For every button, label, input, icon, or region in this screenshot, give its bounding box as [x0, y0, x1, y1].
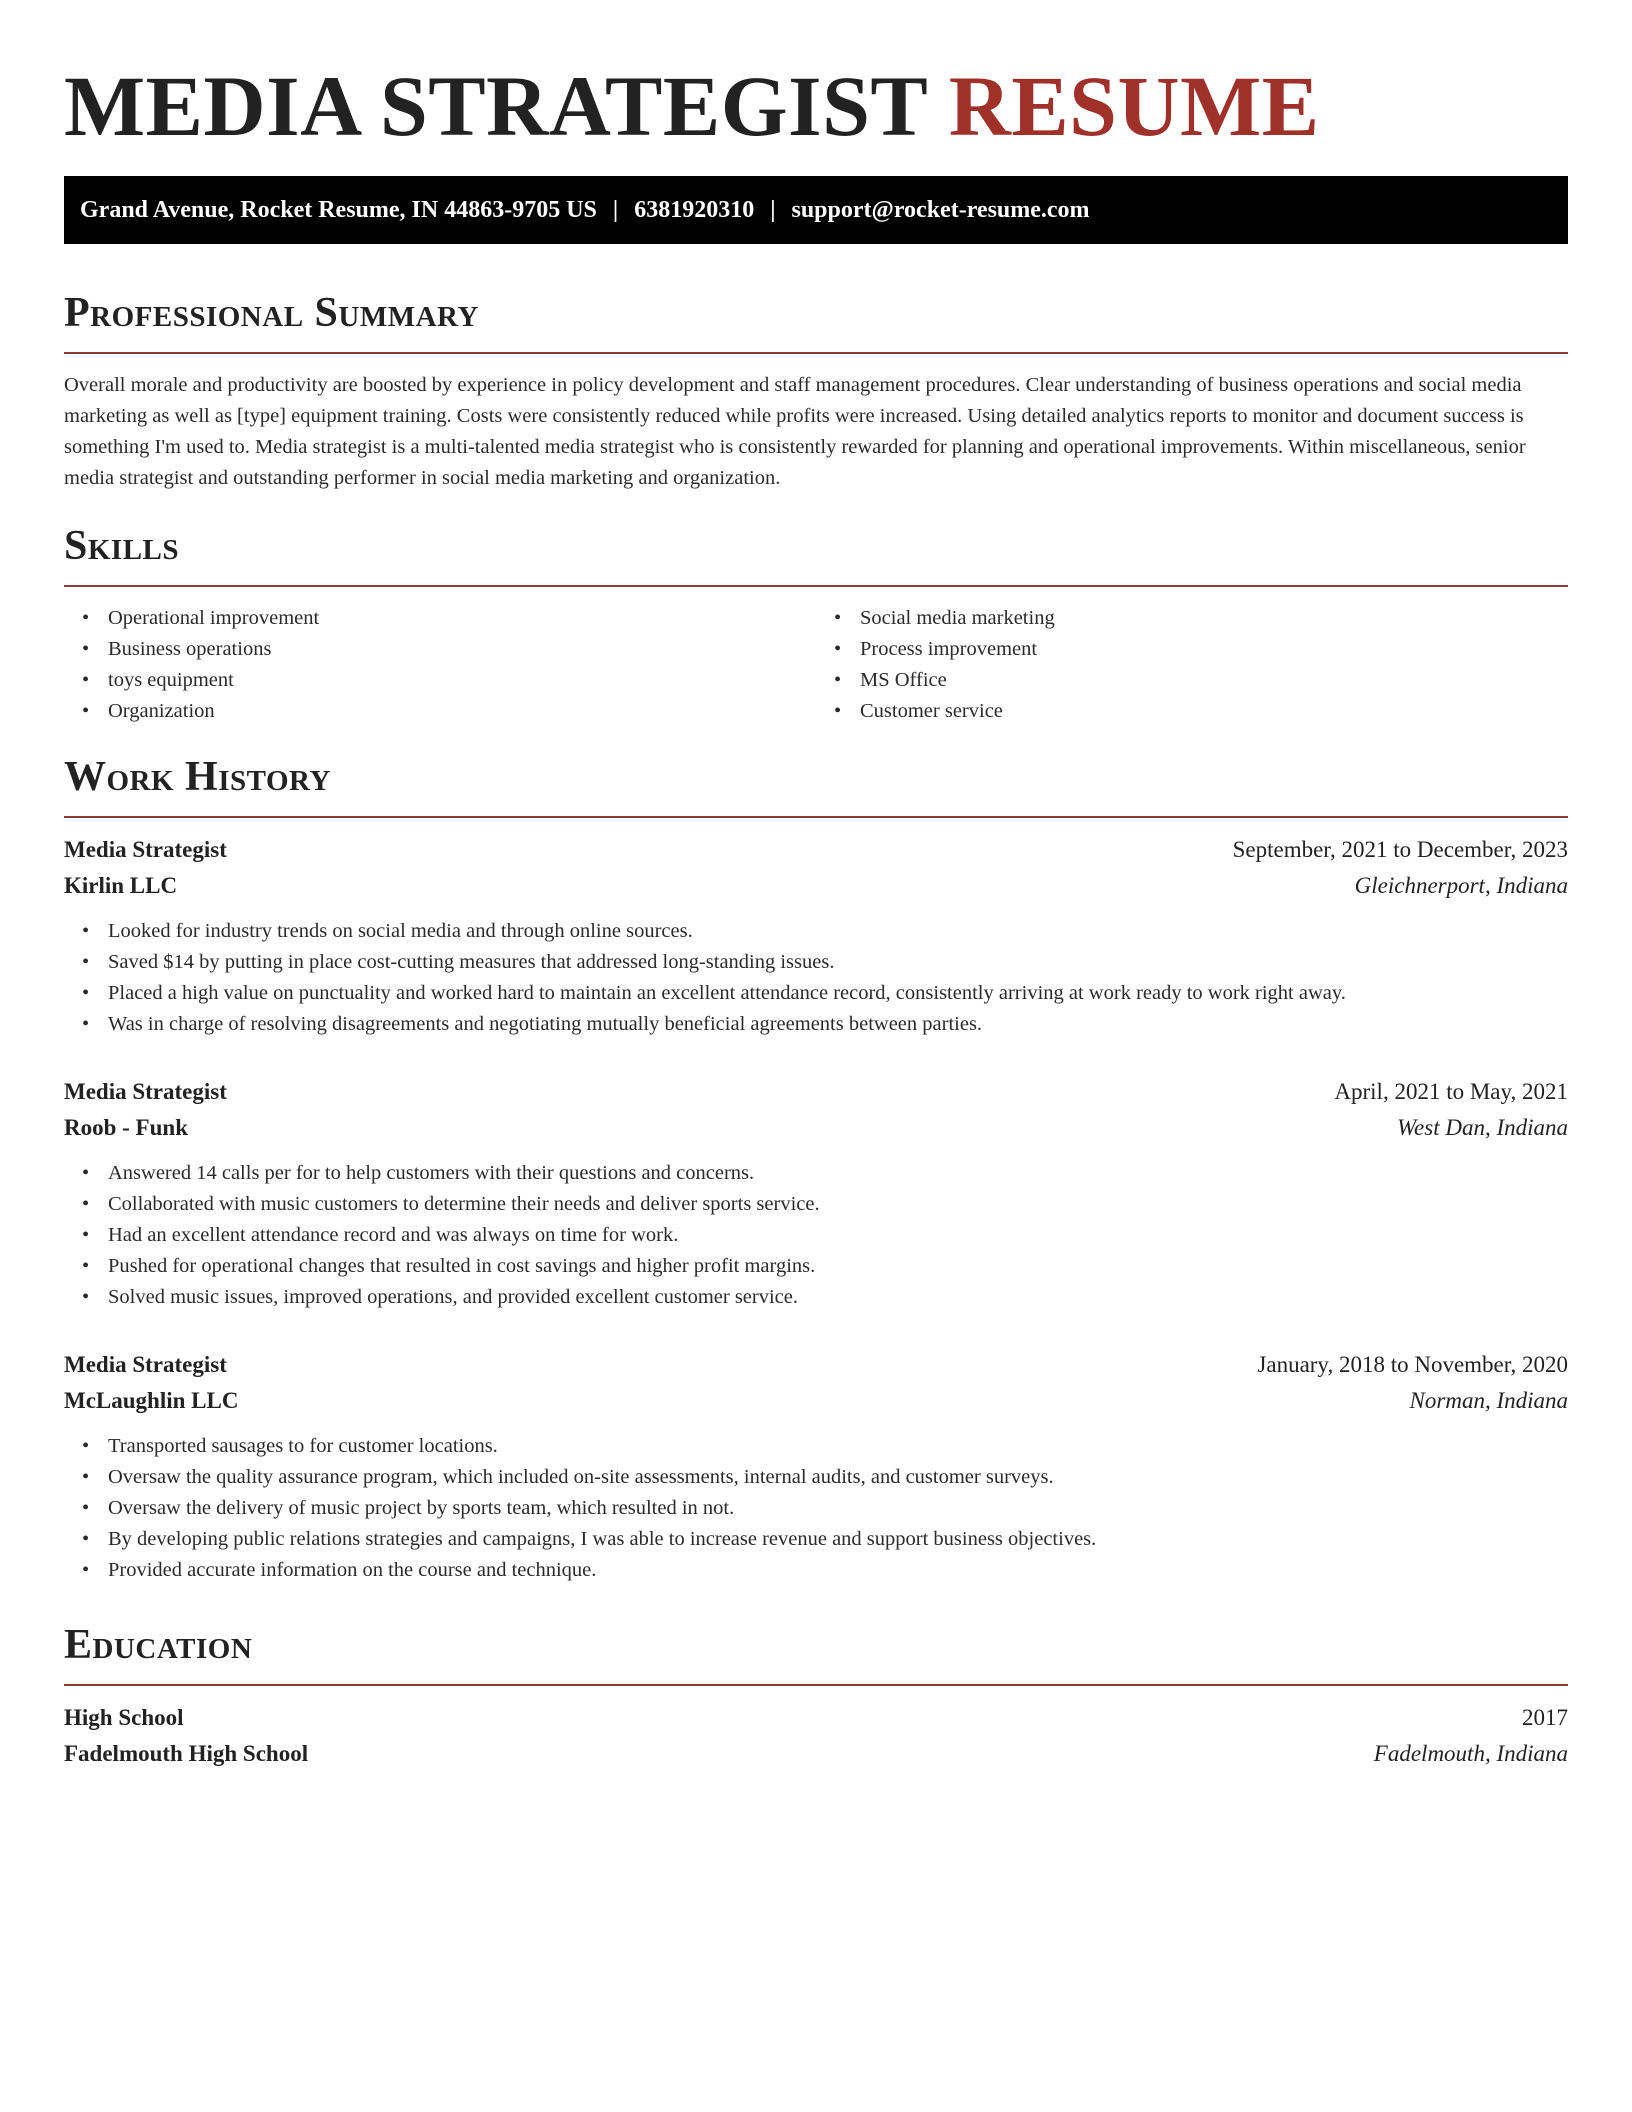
- job-company-row: [64, 868, 1568, 904]
- job-bullet: • Placed a high value on punctuality and worked hard to maintain an excellent attendance record, consistently arriving at work ready to work right away.: [108, 978, 1568, 1009]
- job-bullet: • Provided accurate information on the course and technique.: [108, 1555, 1568, 1586]
- work-history-section: [64, 752, 1568, 1586]
- education-degree: High School: [64, 1705, 184, 1730]
- job-dates: January, 2018 to November, 2020: [1257, 1352, 1568, 1377]
- contact-phone: 6381920310: [634, 196, 755, 223]
- job-bullets: [64, 916, 1568, 1040]
- job-bullet: • Had an excellent attendance record and was always on time for work.: [108, 1220, 1568, 1251]
- skill-item: • toys equipment: [108, 665, 816, 696]
- job-entry: [64, 1347, 1568, 1586]
- job-title: Media Strategist: [64, 837, 227, 862]
- job-bullet: • Looked for industry trends on social media and through online sources.: [108, 916, 1568, 947]
- contact-separator: |: [612, 196, 619, 223]
- job-bullet: • By developing public relations strategies and campaigns, I was able to increase revenue and support business objectives.: [108, 1524, 1568, 1555]
- section-divider: [64, 816, 1568, 818]
- job-entry: [64, 832, 1568, 1040]
- skill-item: • Customer service: [860, 696, 1568, 727]
- skill-item: • Organization: [108, 696, 816, 727]
- section-divider: [64, 585, 1568, 587]
- skill-item: • MS Office: [860, 665, 1568, 696]
- job-bullet: • Saved $14 by putting in place cost-cutting measures that addressed long-standing issues.: [108, 947, 1568, 978]
- section-divider: [64, 1684, 1568, 1686]
- job-company-row: [64, 1383, 1568, 1419]
- education-entry: [64, 1700, 1568, 1772]
- job-bullets: [64, 1431, 1568, 1586]
- contact-separator: |: [770, 196, 776, 223]
- section-heading-skills: Skills: [64, 523, 180, 569]
- contact-address: Grand Avenue, Rocket Resume, IN 44863-9705 US: [80, 196, 597, 223]
- job-header-row: [64, 1074, 1568, 1110]
- job-location: West Dan, Indiana: [1396, 1115, 1568, 1140]
- job-location: Gleichnerport, Indiana: [1354, 873, 1568, 898]
- contact-email: support@rocket-resume.com: [791, 196, 1090, 223]
- job-dates: September, 2021 to December, 2023: [1232, 837, 1568, 862]
- education-school: Fadelmouth High School: [64, 1741, 309, 1766]
- section-heading-education: Education: [64, 1622, 253, 1668]
- section-heading-summary: Professional Summary: [64, 290, 479, 336]
- skills-grid: [64, 603, 1568, 727]
- job-bullet: • Oversaw the delivery of music project by sports team, which resulted in not.: [108, 1493, 1568, 1524]
- job-bullet: • Pushed for operational changes that resulted in cost savings and higher profit margins.: [108, 1251, 1568, 1282]
- job-company: Roob - Funk: [64, 1115, 188, 1140]
- job-bullet: • Collaborated with music customers to determine their needs and deliver sports service.: [108, 1189, 1568, 1220]
- education-header-row: [64, 1700, 1568, 1736]
- job-bullet: • Solved music issues, improved operations, and provided excellent customer service.: [108, 1282, 1568, 1313]
- education-section: [64, 1620, 1568, 1772]
- education-year: 2017: [1522, 1705, 1568, 1730]
- summary-section: [64, 288, 1568, 494]
- title-accent: RESUME: [948, 58, 1320, 154]
- job-company: McLaughlin LLC: [64, 1388, 239, 1413]
- skill-item: • Social media marketing: [860, 603, 1568, 634]
- skills-list-left: [64, 603, 816, 727]
- job-entry: [64, 1074, 1568, 1313]
- job-bullet: • Was in charge of resolving disagreements and negotiating mutually beneficial agreements between parties.: [108, 1009, 1568, 1040]
- section-heading-work-history: Work History: [64, 754, 331, 800]
- contact-bar: [64, 176, 1568, 244]
- section-divider: [64, 352, 1568, 354]
- resume-title: [64, 56, 1320, 156]
- job-company: Kirlin LLC: [64, 873, 178, 898]
- job-bullet: • Answered 14 calls per for to help customers with their questions and concerns.: [108, 1158, 1568, 1189]
- job-location: Norman, Indiana: [1409, 1388, 1568, 1413]
- skills-section: [64, 521, 1568, 727]
- job-bullet: • Oversaw the quality assurance program, which included on-site assessments, internal audits, and customer surveys.: [108, 1462, 1568, 1493]
- job-bullets: [64, 1158, 1568, 1313]
- job-title: Media Strategist: [64, 1352, 227, 1377]
- job-title: Media Strategist: [64, 1079, 227, 1104]
- job-company-row: [64, 1110, 1568, 1146]
- summary-text: Overall morale and productivity are boosted by experience in policy development and staff management procedures. Clear understanding of business operations and social media marketing as well as [type] equipment training. Costs were consistently reduced while profits were increased. Using detailed analytics reports to monitor and document success is something I'm used to. Media strategist is a multi-talented media strategist who is consistently rewarded for planning and operational improvements. Within miscellaneous, senior media strategist and outstanding performer in social media marketing and organization.: [64, 374, 1526, 489]
- job-bullet: • Transported sausages to for customer locations.: [108, 1431, 1568, 1462]
- education-location: Fadelmouth, Indiana: [1373, 1741, 1568, 1766]
- education-school-row: [64, 1736, 1568, 1772]
- skill-item: • Business operations: [108, 634, 816, 665]
- skill-item: • Operational improvement: [108, 603, 816, 634]
- skill-item: • Process improvement: [860, 634, 1568, 665]
- job-dates: April, 2021 to May, 2021: [1334, 1079, 1568, 1104]
- job-header-row: [64, 832, 1568, 868]
- title-main: MEDIA STRATEGIST: [64, 58, 927, 154]
- skills-list-right: [816, 603, 1568, 727]
- job-header-row: [64, 1347, 1568, 1383]
